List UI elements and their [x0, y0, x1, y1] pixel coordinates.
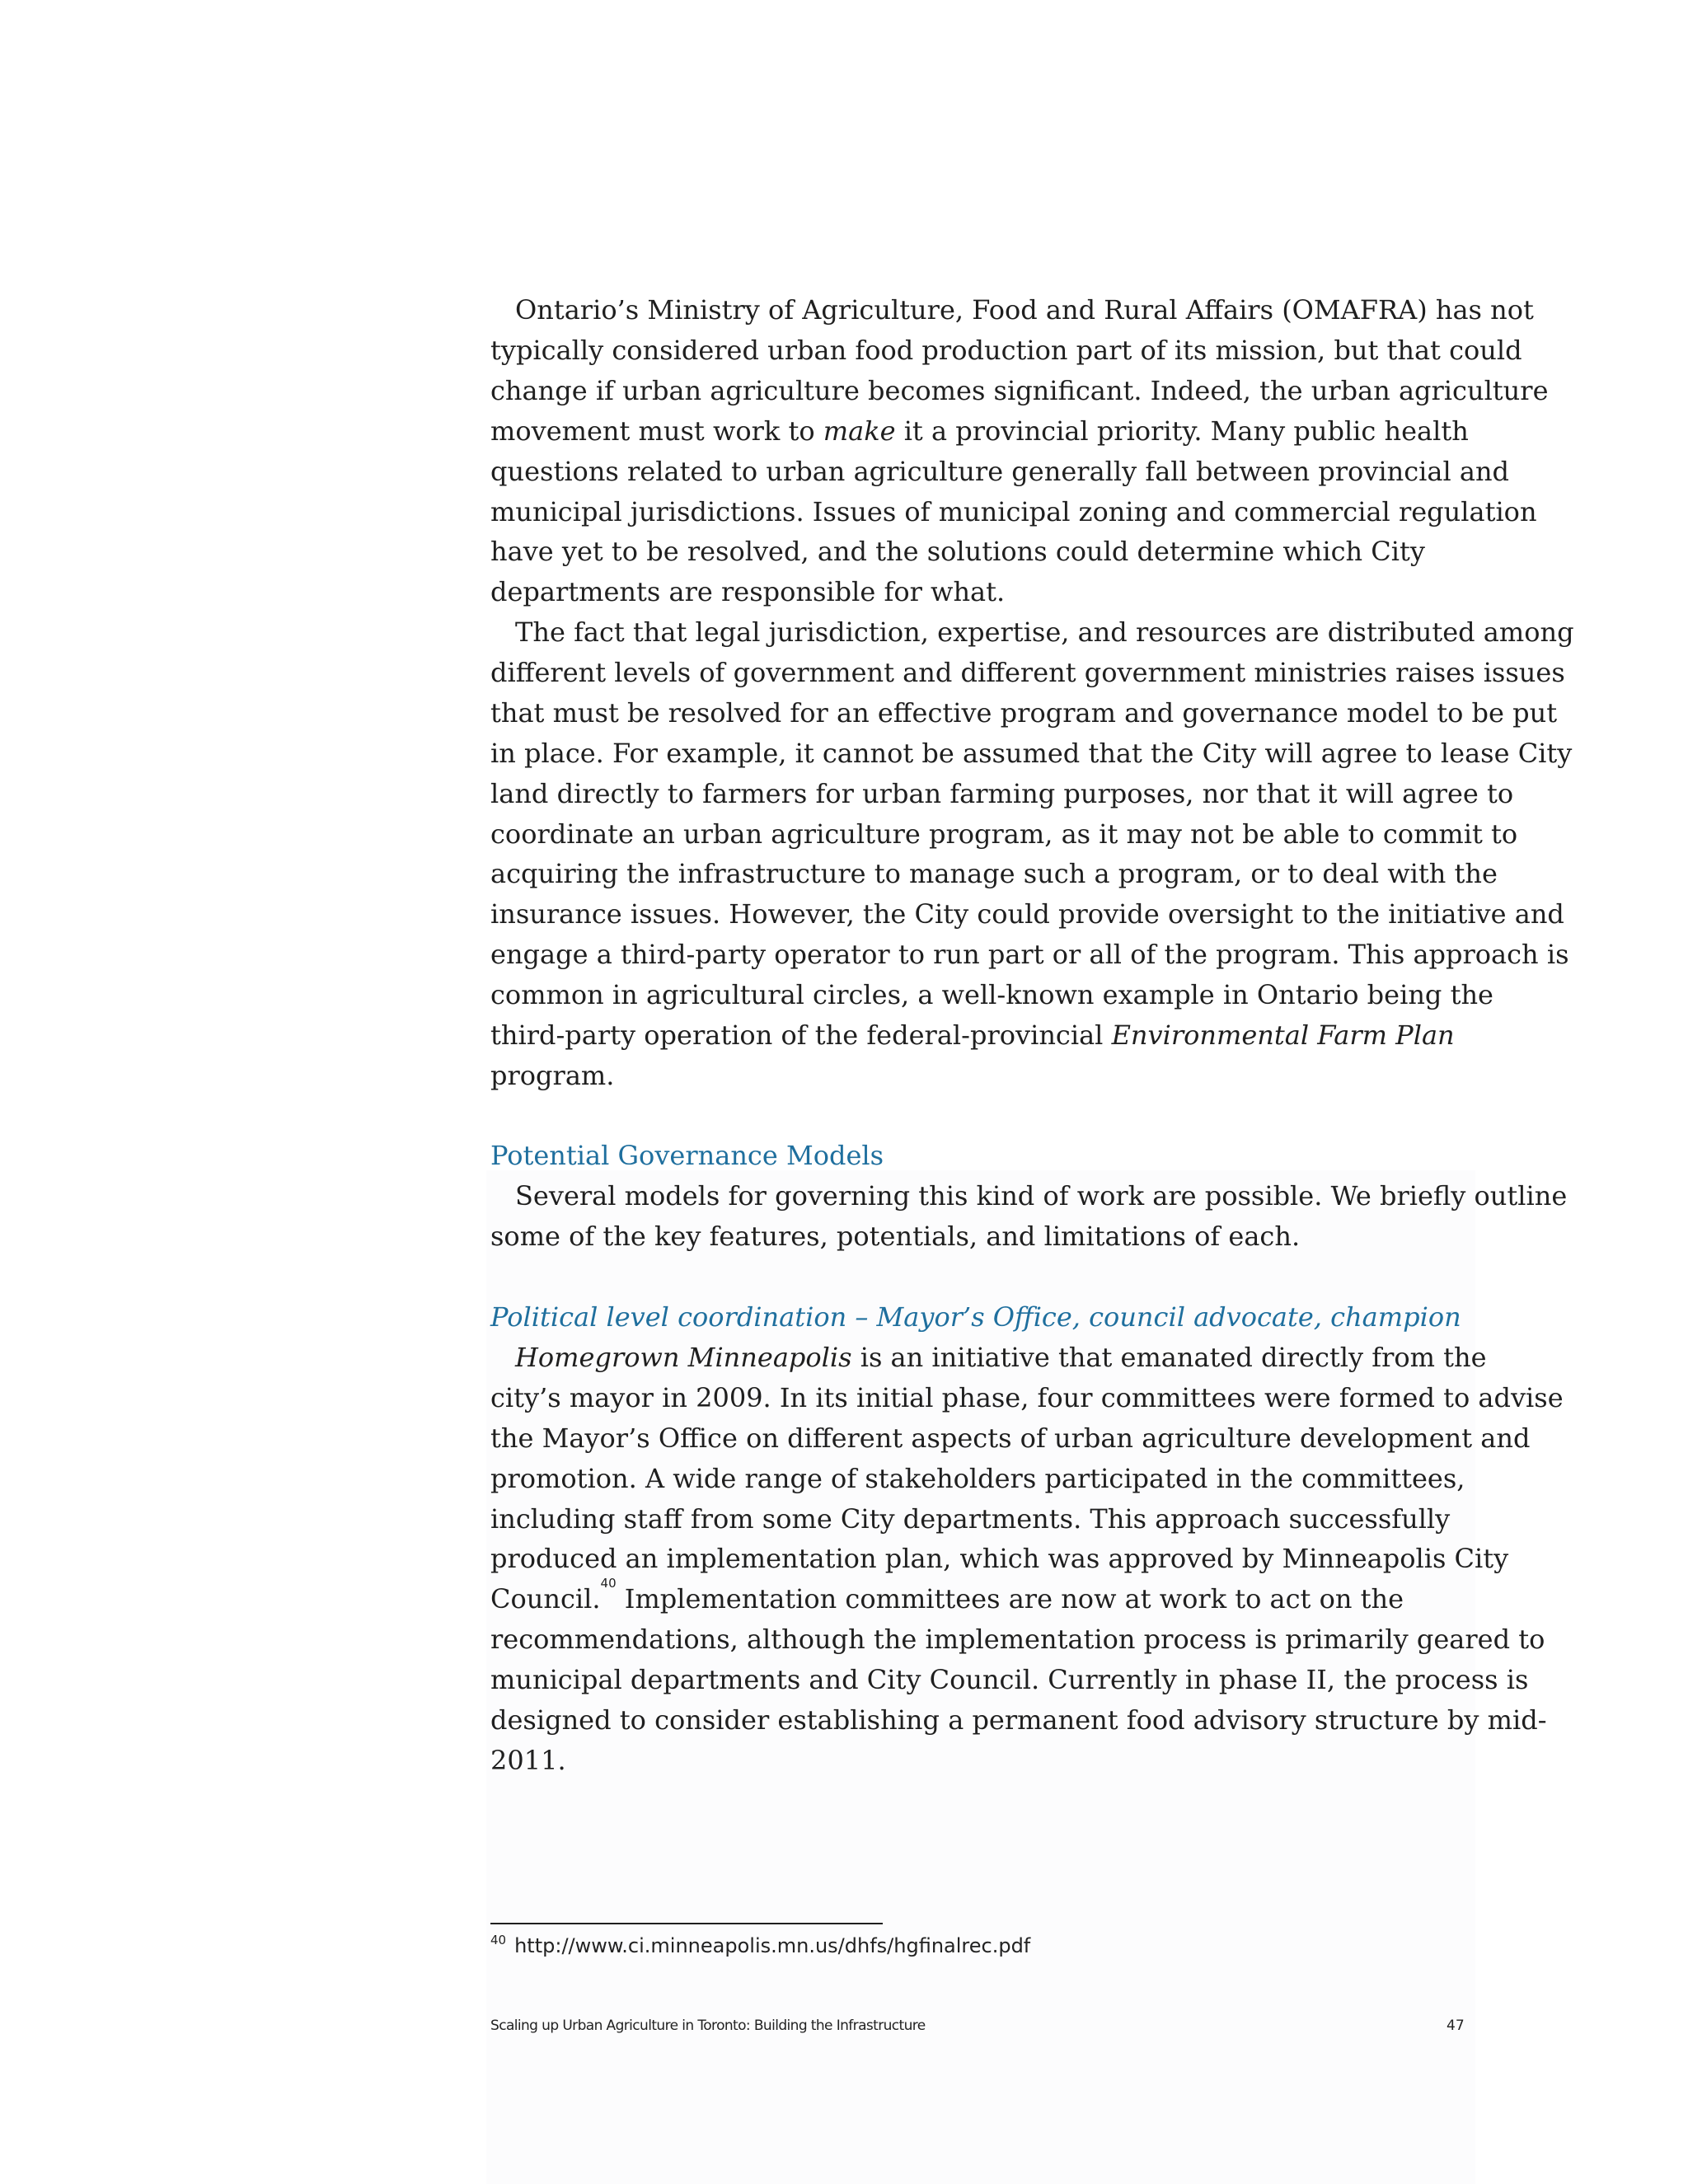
- text-run: movement must work to: [490, 415, 823, 447]
- text-line: promotion. A wide range of stakeholders participated in the committees,: [490, 1462, 1465, 1494]
- text-line: Ontario’s Ministry of Agriculture, Food and Rural Affairs (OMAFRA) has not: [515, 294, 1534, 326]
- footnote-divider: [490, 1923, 883, 1924]
- text-line: recommendations, although the implementation process is primarily geared to: [490, 1624, 1545, 1656]
- text-line: program.: [490, 1059, 615, 1091]
- text-line: departments are responsible for what.: [490, 576, 1006, 608]
- text-line: [490, 1015, 1471, 1056]
- text-run: it a provincial priority. Many public health: [895, 415, 1469, 447]
- paragraph-jurisdiction: [490, 612, 1574, 1096]
- text-line: municipal jurisdictions. Issues of municipal zoning and commercial regulation: [490, 495, 1537, 527]
- text-line: common in agricultural circles, a well-known example in Ontario being the: [490, 979, 1493, 1011]
- footnote-number: 40: [490, 1933, 507, 1947]
- text-line: coordinate an urban agriculture program, as it may not be able to commit to: [490, 818, 1518, 850]
- text-line: acquiring the infrastructure to manage such a program, or to deal with the: [490, 858, 1498, 890]
- emphasis-make: make: [823, 415, 896, 447]
- footnote: [490, 1934, 1030, 1957]
- subsection-heading: Political level coordination – Mayor’s Office, council advocate, champion: [490, 1301, 1461, 1333]
- section-heading-block: [490, 1136, 1568, 1257]
- text-line: including staff from some City departments. This approach successfully: [490, 1502, 1451, 1535]
- text-line: designed to consider establishing a permanent food advisory structure by mid-: [490, 1704, 1547, 1736]
- footnote-link[interactable]: http://www.ci.minneapolis.mn.us/dhfs/hgfinalrec.pdf: [514, 1934, 1031, 1957]
- text-run: Council.: [490, 1583, 601, 1615]
- text-line: in place. For example, it cannot be assumed that the City will agree to lease City: [490, 737, 1573, 769]
- text-run: is an initiative that emanated directly from the: [851, 1341, 1487, 1373]
- emphasis-environmental-farm-plan: Environmental Farm Plan: [1111, 1019, 1455, 1052]
- text-line: 2011.: [490, 1744, 566, 1776]
- text-line: [490, 411, 1471, 452]
- text-line: The fact that legal jurisdiction, expertise, and resources are distributed among: [515, 616, 1574, 648]
- text-line: the Mayor’s Office on different aspects of urban agriculture development and: [490, 1422, 1531, 1454]
- text-line: that must be resolved for an effective program and governance model to be put: [490, 696, 1558, 729]
- footnote-reference[interactable]: 40: [600, 1576, 617, 1591]
- text-line: land directly to farmers for urban farming purposes, nor that it will agree to: [490, 777, 1514, 809]
- emphasis-homegrown-minneapolis: Homegrown Minneapolis: [515, 1341, 852, 1373]
- running-footer-title: Scaling up Urban Agriculture in Toronto: Building the Infrastructure: [490, 2018, 926, 2034]
- text-line: engage a third-party operator to run part or all of the program. This approach is: [490, 939, 1569, 971]
- text-line: insurance issues. However, the City could provide oversight to the initiative and: [490, 898, 1564, 930]
- text-line: [490, 1338, 1487, 1378]
- paragraph-omafra: [490, 290, 1549, 612]
- text-line: Several models for governing this kind of work are possible. We briefly outline: [515, 1179, 1568, 1212]
- text-run: Implementation committees are now at work to act on the: [616, 1583, 1404, 1615]
- text-line: some of the key features, potentials, and limitations of each.: [490, 1220, 1301, 1252]
- text-line: city’s mayor in 2009. In its initial phase, four committees were formed to advise: [490, 1381, 1564, 1413]
- subsection-block: [490, 1297, 1564, 1781]
- text-line: typically considered urban food production part of its mission, but that could: [490, 334, 1522, 366]
- text-line: different levels of government and different government ministries raises issues: [490, 656, 1565, 688]
- text-line: questions related to urban agriculture generally fall between provincial and: [490, 455, 1510, 487]
- text-line: municipal departments and City Council. Currently in phase II, the process is: [490, 1664, 1529, 1696]
- text-line: produced an implementation plan, which was approved by Minneapolis City: [490, 1543, 1509, 1575]
- text-line: have yet to be resolved, and the solutions could determine which City: [490, 536, 1425, 568]
- section-heading: Potential Governance Models: [490, 1140, 884, 1171]
- page-number: 47: [1447, 2018, 1465, 2034]
- text-line: change if urban agriculture becomes significant. Indeed, the urban agriculture: [490, 374, 1549, 406]
- text-run: third-party operation of the federal-provincial: [490, 1019, 1112, 1052]
- text-line: [490, 1576, 1471, 1619]
